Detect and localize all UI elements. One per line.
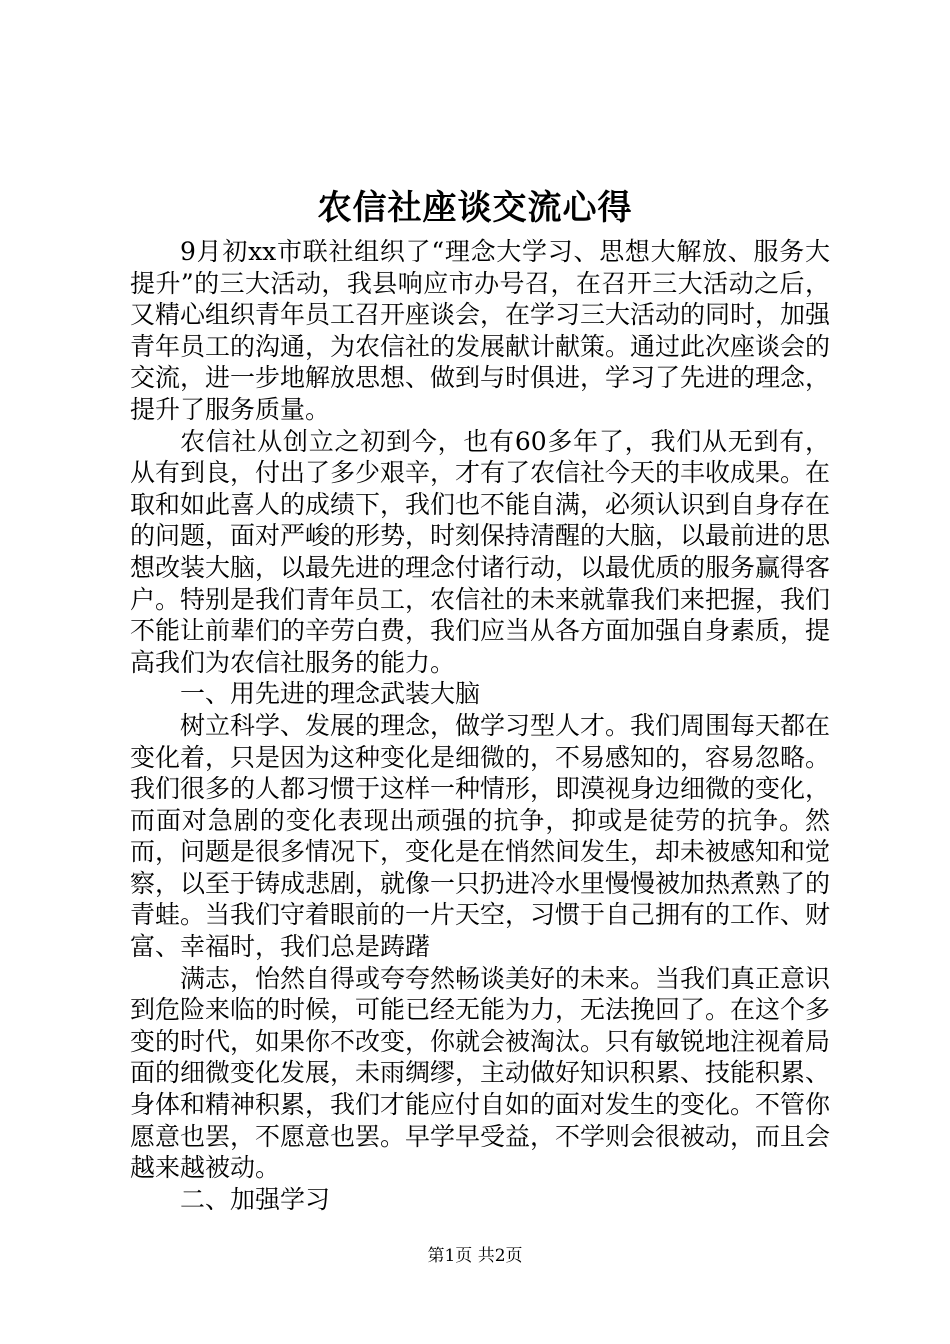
section-heading-2: 二、加强学习 — [180, 1184, 331, 1214]
page-number-footer: 第1页 共2页 — [427, 1246, 523, 1266]
section-heading-1: 一、用先进的理念武装大脑 — [180, 679, 481, 709]
document-body — [130, 236, 830, 1215]
paragraph-intro: 9月初xx市联社组织了“理念大学习、思想大解放、服务大提升”的三大活动，我县响应市办号召，在召开三大活动之后，又精心组织青年员工召开座谈会，在学习三大活动的同时，加强青年员工的沟通，为农信社的发展献计献策。通过此次座谈会的交流，进一步地解放思想、做到与时俱进，学习了先进的理念，提升了服务质量。 — [130, 237, 831, 424]
paragraph-history: 农信社从创立之初到今，也有60多年了，我们从无到有，从有到良，付出了多少艰辛，才有了农信社今天的丰收成果。在取和如此喜人的成绩下，我们也不能自满，必须认识到自身存在的问题，面对严峻的形势，时刻保持清醒的大脑，以最前进的思想改装大脑，以最先进的理念付诸行动，以最优质的服务赢得客户。特别是我们青年员工，农信社的未来就靠我们来把握，我们不能让前辈们的辛劳白费，我们应当从各方面加强自身素质，提高我们为农信社服务的能力。 — [130, 426, 831, 677]
document-title: 农信社座谈交流心得 — [317, 188, 633, 228]
paragraph-section-1: 树立科学、发展的理念，做学习型人才。我们周围每天都在变化着，只是因为这种变化是细微的，不易感知的，容易忽略。我们很多的人都习惯于这样一种情形，即漠视身边细微的变化，而面对急剧的变化表现出顽强的抗争，抑或是徒劳的抗争。然而，问题是很多情况下，变化是在悄然间发生，却未被感知和觉察，以至于铸成悲剧，就像一只扔进冷水里慢慢被加热煮熟了的青蛙。当我们守着眼前的一片天空，习惯于自己拥有的工作、财富、幸福时，我们总是踌躇 — [130, 710, 831, 962]
paragraph-section-1-cont: 满志，怡然自得或夸夸然畅谈美好的未来。当我们真正意识到危险来临的时候，可能已经无能为力，无法挽回了。在这个多变的时代，如果你不改变，你就会被淘汰。只有敏锐地注视着局面的细微变化发展，未雨绸缪，主动做好知识积累、技能积累、身体和精神积累，我们才能应付自如的面对发生的变化。不管你愿意也罢，不愿意也罢。早学早受益，不学则会很被动，而且会越来越被动。 — [130, 963, 831, 1183]
